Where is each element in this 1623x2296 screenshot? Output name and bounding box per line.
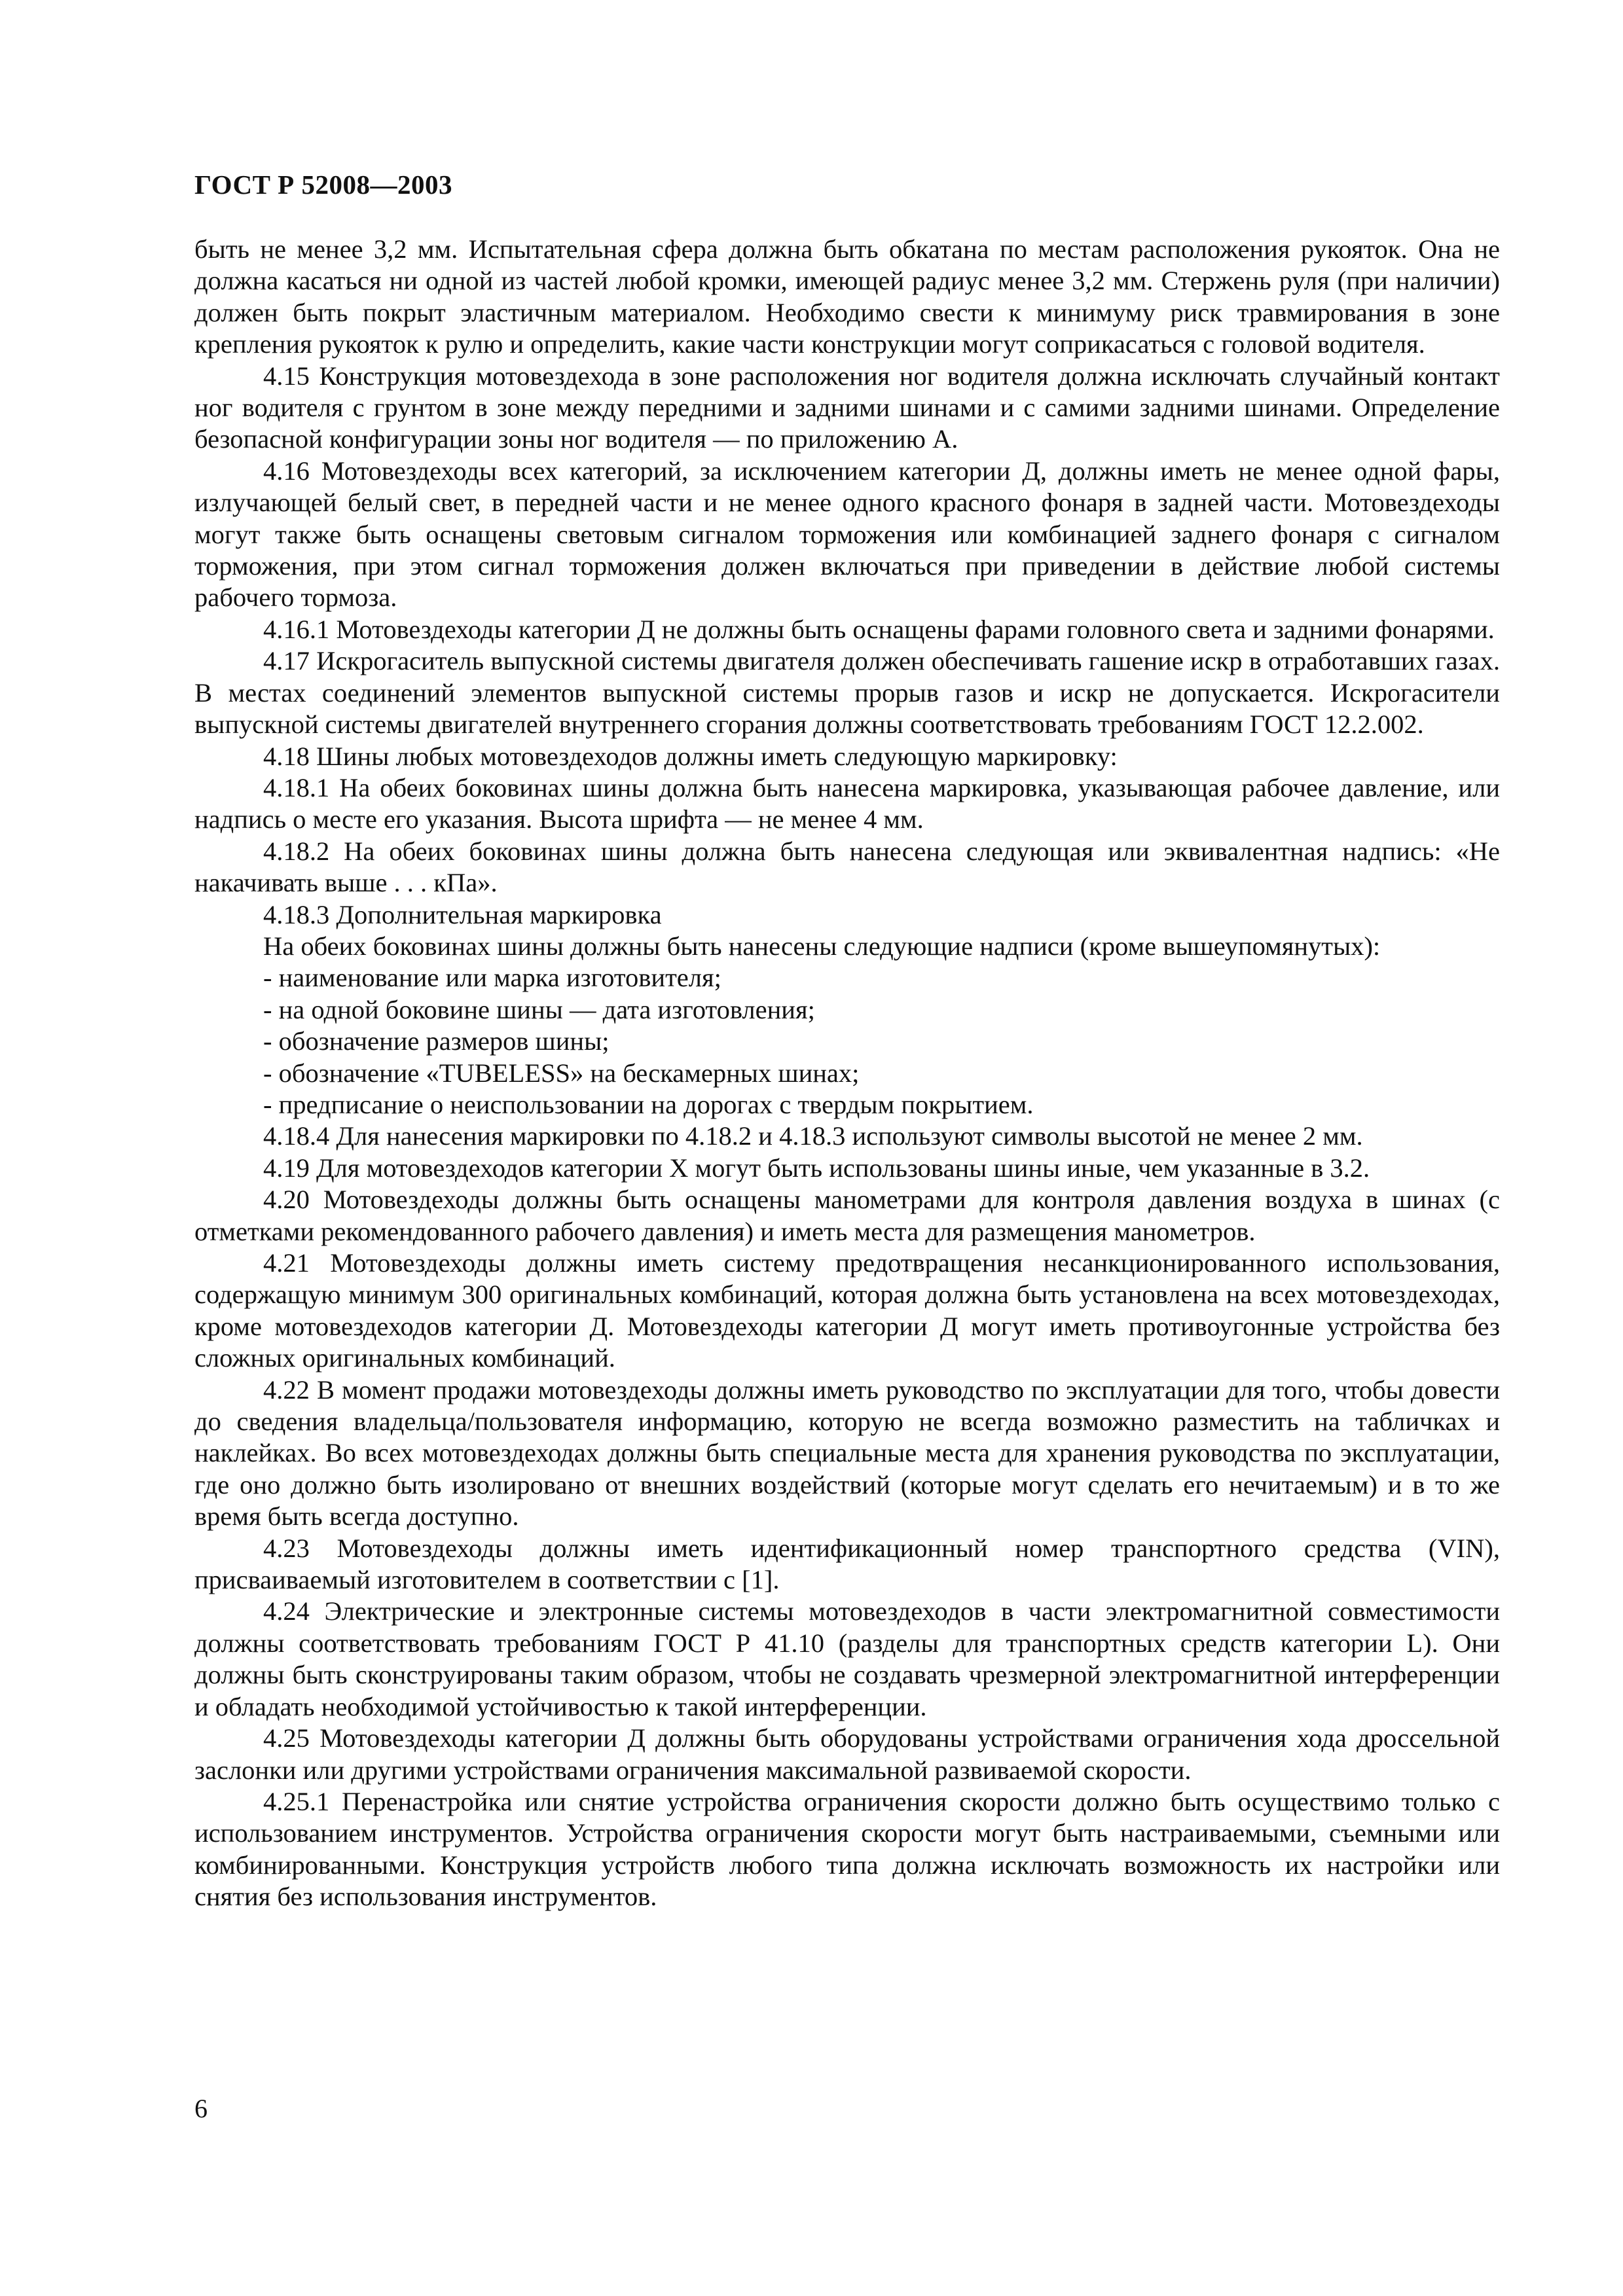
- clause-4-24: 4.24 Электрические и электронные системы мотовездеходов в части электромагнитной совместимости должны соответствовать требованиям ГОСТ Р 41.10 (разделы для транспортных средств категории L). Они должны быть сконструированы таким образом, чтобы не создавать чрезмерной электромагнитной интерференции и обладать необходимой устойчивостью к такой интерференции.: [194, 1596, 1500, 1721]
- clause-4-20: 4.20 Мотовездеходы должны быть оснащены манометрами для контроля давления воздуха в шинах (с отметками рекомендованного рабочего давления) и иметь места для размещения манометров.: [194, 1185, 1500, 1246]
- marking-intro: На обеих боковинах шины должны быть нанесены следующие надписи (кроме вышеупомянутых):: [263, 931, 1381, 961]
- clause-4-16: 4.16 Мотовездеходы всех категорий, за исключением категории Д, должны иметь не менее одной фары, излучающей белый свет, в передней части и не менее одного красного фонаря в задней части. Мотовездеходы могут также быть оснащены световым сигналом торможения или комбинацией заднего фонаря с сигналом торможения, при этом сигнал торможения должен включаться при приведении в действие любой системы рабочего тормоза.: [194, 456, 1500, 613]
- list-item: - обозначение размеров шины;: [263, 1026, 610, 1056]
- clause-4-21: 4.21 Мотовездеходы должны иметь систему предотвращения несанкционированного использования, содержащую минимум 300 оригинальных комбинаций, которая должна быть установлена на всех мотовездеходах, кроме мотовездеходов категории Д. Мотовездеходы категории Д могут иметь противоугонные устройства без сложных оригинальных комбинаций.: [194, 1248, 1500, 1373]
- clause-4-18-2: 4.18.2 На обеих боковинах шины должна быть нанесена следующая или эквивалентная надпись: «Не накачивать выше . . . кПа».: [194, 836, 1500, 898]
- clause-4-18: 4.18 Шины любых мотовездеходов должны иметь следующую маркировку:: [263, 741, 1118, 771]
- document-header: ГОСТ Р 52008—2003: [194, 170, 452, 200]
- list-item: - на одной боковине шины — дата изготовления;: [263, 994, 815, 1024]
- clause-4-15: 4.15 Конструкция мотовездехода в зоне расположения ног водителя должна исключать случайный контакт ног водителя с грунтом в зоне между передними и задними шинами и с самими задними шинами. Определение безопасной конфигурации зоны ног водителя — по приложению А.: [194, 361, 1500, 454]
- list-item: - обозначение «TUBELESS» на бескамерных шинах;: [263, 1058, 860, 1088]
- document-body: [194, 234, 1500, 1913]
- list-item: - наименование или марка изготовителя;: [263, 963, 721, 993]
- clause-4-25: 4.25 Мотовездеходы категории Д должны быть оборудованы устройствами ограничения хода дроссельной заслонки или другими устройствами ограничения максимальной развиваемой скорости.: [194, 1723, 1500, 1785]
- clause-4-18-3: 4.18.3 Дополнительная маркировка: [263, 899, 662, 929]
- clause-4-22: 4.22 В момент продажи мотовездеходы должны иметь руководство по эксплуатации для того, чтобы довести до сведения владельца/пользователя информацию, которую не всегда возможно разместить на табличках и наклейках. Во всех мотовездеходах должны быть специальные места для хранения руководства по эксплуатации, где оно должно быть изолировано от внешних воздействий (которые могут сделать его нечитаемым) и в то же время быть всегда доступно.: [194, 1374, 1500, 1532]
- clause-4-23: 4.23 Мотовездеходы должны иметь идентификационный номер транспортного средства (VIN), присваиваемый изготовителем в соответствии с [1].: [194, 1533, 1500, 1595]
- paragraph-continuation: быть не менее 3,2 мм. Испытательная сфера должна быть обкатана по местам расположения рукояток. Она не должна касаться ни одной из частей любой кромки, имеющей радиус менее 3,2 мм. Стержень руля (при наличии) должен быть покрыт эластичным материалом. Необходимо свести к минимуму риск травмирования в зоне крепления рукояток к рулю и определить, какие части конструкции могут соприкасаться с головой водителя.: [194, 234, 1500, 359]
- clause-4-18-1: 4.18.1 На обеих боковинах шины должна быть нанесена маркировка, указывающая рабочее давление, или надпись о месте его указания. Высота шрифта — не менее 4 мм.: [194, 772, 1500, 834]
- list-item: - предписание о неиспользовании на дорогах с твердым покрытием.: [263, 1089, 1034, 1119]
- clause-4-19: 4.19 Для мотовездеходов категории Х могут быть использованы шины иные, чем указанные в 3.2.: [263, 1153, 1370, 1183]
- clause-4-25-1: 4.25.1 Перенастройка или снятие устройства ограничения скорости должно быть осуществимо только с использованием инструментов. Устройства ограничения скорости могут быть настраиваемыми, съемными или комбинированными. Конструкция устройств любого типа должна исключать возможность их настройки или снятия без использования инструментов.: [194, 1786, 1500, 1912]
- clause-4-18-4: 4.18.4 Для нанесения маркировки по 4.18.2 и 4.18.3 используют символы высотой не менее 2 мм.: [263, 1121, 1363, 1151]
- clause-4-16-1: 4.16.1 Мотовездеходы категории Д не должны быть оснащены фарами головного света и задними фонарями.: [263, 614, 1495, 644]
- page-number: 6: [194, 2094, 208, 2123]
- clause-4-17: 4.17 Искрогаситель выпускной системы двигателя должен обеспечивать гашение искр в отработавших газах. В местах соединений элементов выпускной системы прорыв газов и искр не допускается. Искрогасители выпускной системы двигателей внутреннего сгорания должны соответствовать требованиям ГОСТ 12.2.002.: [194, 646, 1500, 740]
